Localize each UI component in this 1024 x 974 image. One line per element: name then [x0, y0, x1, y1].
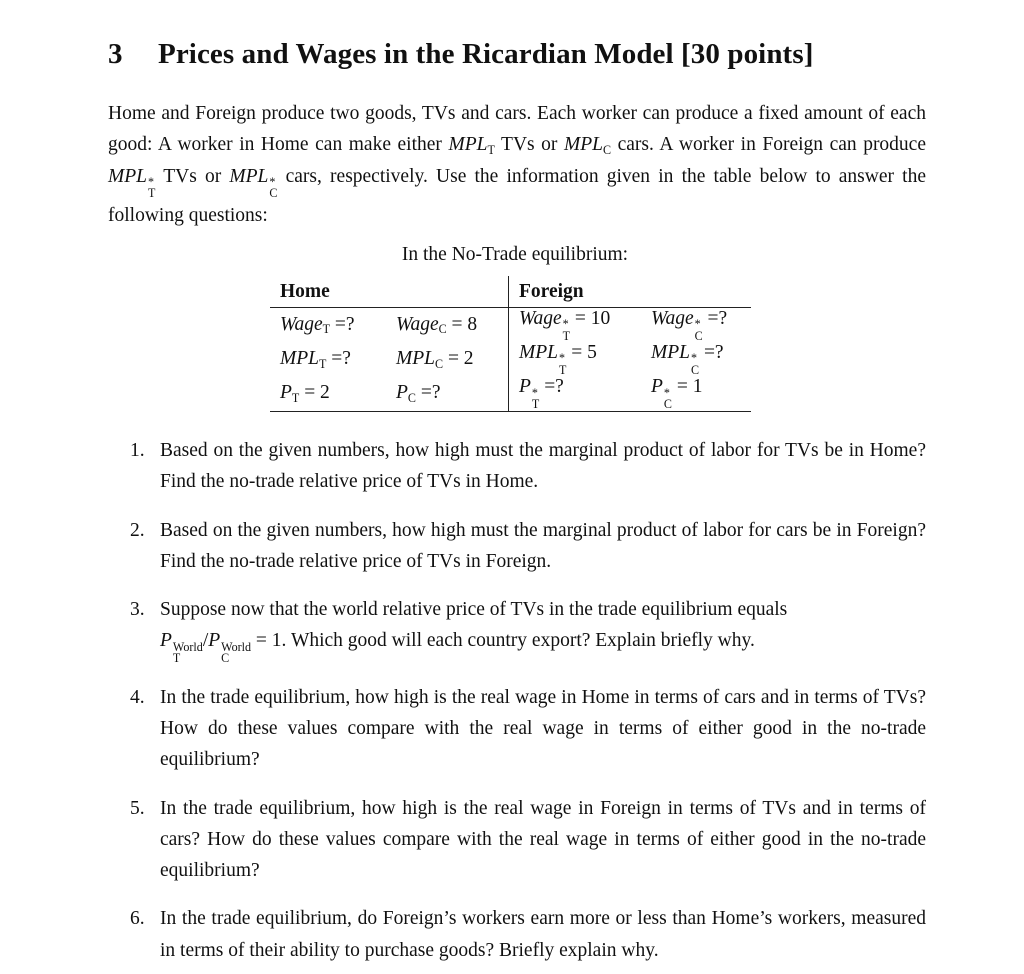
- table-row: [270, 342, 751, 376]
- question-number: 2.: [130, 519, 145, 541]
- cell-price-c-foreign: P * C = 1: [641, 376, 751, 411]
- question-text: Suppose now that the world relative price of TVs in the trade equilibrium equals: [160, 599, 788, 621]
- cell-wage-c-foreign: Wage * C =?: [651, 308, 728, 343]
- math-mpl-t-star: MPL: [108, 165, 147, 187]
- intro-paragraph: [108, 98, 926, 231]
- cell-wage-c-home: Wage$_C$ = 8: [386, 308, 509, 343]
- list-item: [130, 435, 926, 498]
- table-caption: In the No-Trade equilibrium:: [401, 244, 629, 265]
- question-number: 6.: [130, 908, 145, 930]
- intro-text-2: TVs or: [494, 134, 564, 156]
- intro-text-3: cars. A worker in Foreign can produce: [611, 134, 926, 156]
- cell-mpl-t-foreign: MPL * T = 5: [519, 342, 597, 377]
- table-row: [270, 376, 751, 411]
- question-text: In the trade equilibrium, how high is the real wage in Foreign in terms of TVs and in terms of cars? How do these values compare with the real wage in terms of either good in the no-trade equilibrium?: [160, 797, 926, 882]
- question-number: 1.: [130, 440, 145, 461]
- question-text: Which good will each country export? Explain briefly why.: [290, 630, 755, 652]
- math-sub-t: T: [487, 142, 495, 157]
- math-script-t-star: * T: [148, 174, 156, 201]
- question-number: 4.: [130, 686, 145, 708]
- no-trade-table: [270, 276, 751, 412]
- list-item: [130, 682, 926, 776]
- cell-price-t-home: $P_T = 2$: [270, 376, 386, 411]
- list-item: [130, 594, 926, 664]
- cell-wage-t-foreign: Wage * T = 10: [519, 308, 611, 343]
- math-mpl-t: MPL: [448, 134, 488, 156]
- cell-mpl-t-home: $MPL_T$ =?: [280, 348, 351, 371]
- math-script-c-star: * C: [269, 174, 278, 201]
- table-row: [270, 308, 751, 343]
- math-mpl-c-star: MPL: [229, 165, 269, 187]
- list-item: [130, 515, 926, 578]
- question-text: Based on the given numbers, how high must the marginal product of labor for cars be in Foreign? Find the no-trade relative price of TVs in Foreign.: [160, 519, 926, 572]
- cell-mpl-c-home: $MPL_C = 2$: [386, 342, 509, 376]
- world-price-ratio: P World T /P World C = 1.: [160, 630, 287, 666]
- math-sub-c: C: [602, 142, 612, 157]
- section-heading: [108, 38, 813, 71]
- section-number: 3: [108, 38, 123, 70]
- question-text: In the trade equilibrium, how high is the real wage in Home in terms of cars and in terms of TVs? How do these values compare with the real wage in terms of either good in the no-trade equilibrium?: [160, 686, 926, 771]
- cell-price-c-home: $P_C$ =?: [386, 376, 509, 411]
- question-text: Based on the given numbers, how high must the marginal product of labor for TVs be in Home? Find the no-trade relative price of TVs in Home.: [160, 440, 926, 493]
- question-list: [130, 435, 926, 966]
- intro-text-1: Home and Foreign produce two goods, TVs and cars. Each worker can produce a fixed amount of each good: A worker in Home can make either: [108, 103, 926, 156]
- list-item: [130, 903, 926, 966]
- math-mpl-c: MPL: [563, 134, 603, 156]
- question-text: In the trade equilibrium, do Foreign’s workers earn more or less than Home’s workers, measured in terms of their ability to purchase goods? Briefly explain why.: [160, 908, 926, 961]
- cell-price-t-foreign: P * T =?: [509, 376, 642, 411]
- question-number: 3.: [130, 599, 145, 621]
- header-home: Home: [270, 276, 509, 308]
- table-header-row: [270, 276, 751, 308]
- question-number: 5.: [130, 797, 145, 819]
- header-foreign: Foreign: [509, 276, 752, 308]
- section-title: Prices and Wages in the Ricardian Model [30 points]: [158, 38, 814, 70]
- intro-text-5: cars, respectively. Use the information given in the table below to answer the following questions:: [108, 165, 926, 226]
- cell-mpl-c-foreign: MPL * C =?: [651, 342, 724, 377]
- list-item: [130, 793, 926, 887]
- intro-text-4: TVs or: [155, 165, 230, 187]
- cell-wage-t-home: Wage$_T$ =?: [280, 314, 355, 337]
